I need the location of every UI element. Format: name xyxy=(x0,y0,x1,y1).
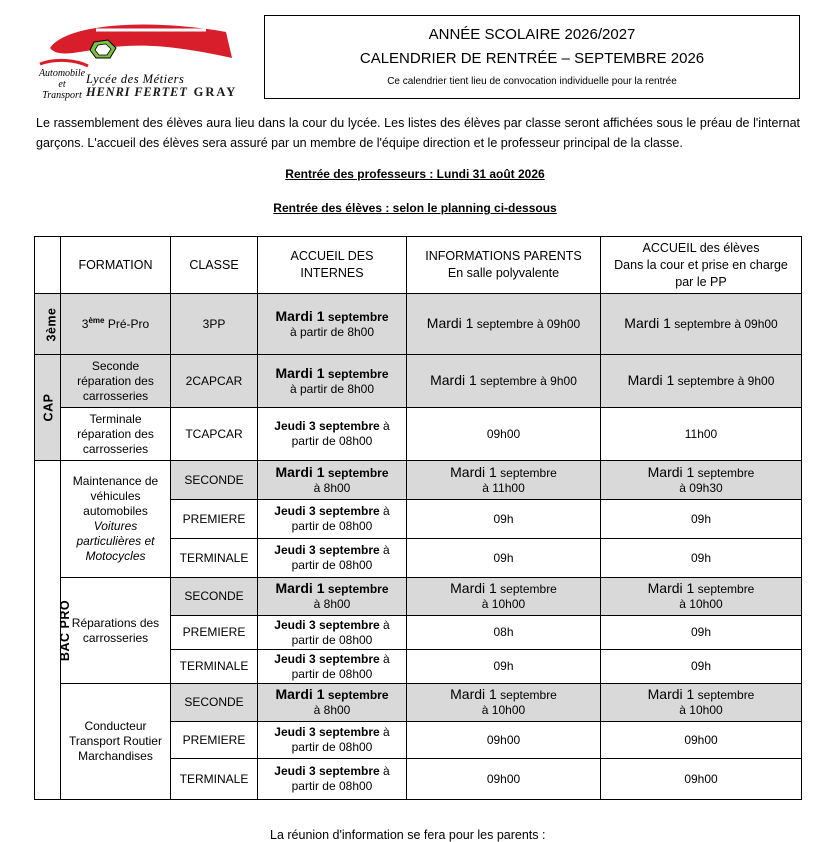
parents-cell xyxy=(407,578,601,616)
time-text: partir de 08h00 xyxy=(291,740,373,754)
time-text: à 10h00 xyxy=(679,703,723,717)
date-emphasis: Mardi 1 xyxy=(430,372,477,388)
date-text: à xyxy=(379,764,390,778)
parents-cell xyxy=(407,461,601,500)
date-text: à xyxy=(379,725,390,739)
time-text: partir de 08h00 xyxy=(291,434,373,448)
intro-paragraph: Le rassemblement des élèves aura lieu dans la cour du lycée. Les listes des élèves par classe seront affichées sous le préau de l'internat garçons. L'accueil des élèves sera assuré par un membre de l'équipe direction et le professeur principal de la classe. xyxy=(36,116,800,150)
date-text: Jeudi 3 septembre xyxy=(274,419,380,433)
classe-cell: TERMINALE xyxy=(171,539,258,578)
eleves-cell xyxy=(601,461,802,500)
parents-cell: 09h00 xyxy=(407,722,601,759)
date-text: septembre à 9h00 xyxy=(476,374,577,388)
time-text: partir de 08h00 xyxy=(291,779,373,793)
date-emphasis: Mardi 1 xyxy=(275,307,325,324)
time-text: à 8h00 xyxy=(313,480,351,495)
classe-cell: PREMIERE xyxy=(171,500,258,539)
parents-cell: 08h xyxy=(407,616,601,650)
date-text: à xyxy=(379,617,390,632)
formation-subtext: Voitures particulières et Motocycles xyxy=(76,519,155,563)
date-emphasis: Mardi 1 xyxy=(647,580,695,596)
classe-cell: TERMINALE xyxy=(171,650,258,684)
classe-cell: 2CAPCAR xyxy=(171,355,258,408)
internes-cell xyxy=(258,355,407,408)
formation-cell: Réparations des carrosseries xyxy=(61,578,171,684)
table-row xyxy=(35,578,802,616)
time-text: à partir de 8h00 xyxy=(289,381,375,396)
eleves-cell xyxy=(601,294,802,355)
date-emphasis: Mardi 1 xyxy=(275,580,325,596)
date-text: à xyxy=(379,651,390,666)
date-text: septembre xyxy=(496,582,557,596)
formation-text: 3 xyxy=(81,316,89,331)
date-text: septembre à 09h00 xyxy=(473,317,581,331)
formation-text: Pré-Pro xyxy=(104,316,150,331)
time-text: à 09h30 xyxy=(679,480,723,495)
table-row xyxy=(35,294,802,355)
date-emphasis: Mardi 1 xyxy=(450,580,497,596)
date-text: septembre xyxy=(324,582,389,596)
eleves-cell xyxy=(601,355,802,408)
parents-cell: 09h xyxy=(407,500,601,539)
time-text: à 8h00 xyxy=(313,597,351,611)
internes-cell xyxy=(258,539,407,578)
formation-cell xyxy=(61,461,171,578)
time-text: à 10h00 xyxy=(679,597,723,611)
internes-cell xyxy=(258,461,407,500)
date-text: septembre xyxy=(324,465,389,480)
date-text: septembre à 9h00 xyxy=(674,374,775,388)
group-3eme-text: 3ème xyxy=(44,307,59,341)
date-text: à xyxy=(379,419,390,433)
date-text: septembre xyxy=(324,366,389,381)
formation-cell: Terminale réparation des carrosseries xyxy=(61,408,171,461)
time-text: partir de 08h00 xyxy=(291,632,373,647)
formation-cell xyxy=(61,294,171,355)
date-emphasis: Mardi 1 xyxy=(275,686,325,702)
date-text: septembre xyxy=(694,465,755,480)
classe-cell: TCAPCAR xyxy=(171,408,258,461)
date-text: septembre à 09h00 xyxy=(670,317,778,331)
classe-cell: PREMIERE xyxy=(171,722,258,759)
date-emphasis: Mardi 1 xyxy=(647,686,695,702)
header-eleves-subtitle: Dans la cour et prise en charge par le PP xyxy=(614,257,788,289)
parents-meeting-note: La réunion d'information se fera pour les parents : xyxy=(270,828,546,842)
time-text: partir de 08h00 xyxy=(291,666,373,681)
date-emphasis: Mardi 1 xyxy=(450,463,497,480)
internes-cell xyxy=(258,408,407,461)
eleves-cell: 09h00 xyxy=(601,759,802,800)
rentree-eleves-text: Rentrée des élèves : selon le planning ci-dessous xyxy=(273,201,557,215)
table-row xyxy=(35,355,802,408)
logo-line-2: HENRI FERTET xyxy=(86,85,188,99)
date-text: Jeudi 3 septembre xyxy=(274,504,380,518)
parents-cell: 09h xyxy=(407,539,601,578)
date-text: Jeudi 3 septembre xyxy=(274,651,380,666)
date-text: septembre xyxy=(496,688,557,702)
internes-cell xyxy=(258,500,407,539)
eleves-cell xyxy=(601,578,802,616)
time-text: à 10h00 xyxy=(481,597,526,611)
internes-cell xyxy=(258,616,407,650)
internes-cell xyxy=(258,294,407,355)
table-header-row xyxy=(35,237,802,294)
header-internes: ACCUEIL DES INTERNES xyxy=(258,237,407,294)
classe-cell: PREMIERE xyxy=(171,616,258,650)
internes-cell xyxy=(258,684,407,722)
header-formation: FORMATION xyxy=(61,237,171,294)
eleves-cell: 09h xyxy=(601,500,802,539)
schedule-table xyxy=(34,236,802,800)
parents-cell: 09h00 xyxy=(407,408,601,461)
classe-cell: SECONDE xyxy=(171,461,258,500)
logo-subtitle-line: et Transport xyxy=(42,79,82,101)
eleves-cell: 09h xyxy=(601,616,802,650)
eleves-cell: 09h xyxy=(601,650,802,684)
date-text: Jeudi 3 septembre xyxy=(274,725,380,739)
logo-subtitle-line: Automobile xyxy=(38,68,86,79)
group-label-3eme xyxy=(35,294,61,355)
header-classe: CLASSE xyxy=(171,237,258,294)
date-emphasis: Mardi 1 xyxy=(275,364,325,381)
classe-cell: SECONDE xyxy=(171,578,258,616)
header-parents-subtitle: En salle polyvalente xyxy=(447,266,560,280)
header-eleves xyxy=(601,237,802,294)
group-label-cap xyxy=(35,355,61,461)
time-text: à 8h00 xyxy=(313,703,351,717)
classe-cell: SECONDE xyxy=(171,684,258,722)
group-bacpro-text: BAC PRO xyxy=(58,599,73,661)
logo-subtitle xyxy=(38,68,86,101)
title-note: Ce calendrier tient lieu de convocation individuelle pour la rentrée xyxy=(387,76,677,87)
eleves-cell xyxy=(601,684,802,722)
parents-cell xyxy=(407,294,601,355)
date-emphasis: Mardi 1 xyxy=(450,686,497,702)
date-text: Jeudi 3 septembre xyxy=(274,764,380,778)
header-parents xyxy=(407,237,601,294)
date-text: à xyxy=(379,504,390,518)
date-emphasis: Mardi 1 xyxy=(426,315,474,331)
header-parents-title: INFORMATIONS PARENTS xyxy=(425,249,582,263)
parents-cell: 09h00 xyxy=(407,759,601,800)
parents-cell xyxy=(407,355,601,408)
title-calendar: CALENDRIER DE RENTRÉE – SEPTEMBRE 2026 xyxy=(359,50,705,67)
formation-sup: ème xyxy=(88,315,105,325)
date-text: septembre xyxy=(324,309,389,324)
title-year: ANNÉE SCOLAIRE 2026/2027 xyxy=(428,26,636,43)
classe-cell: TERMINALE xyxy=(171,759,258,800)
date-text: septembre xyxy=(694,688,755,702)
eleves-cell: 09h00 xyxy=(601,722,802,759)
parents-cell xyxy=(407,684,601,722)
internes-cell xyxy=(258,578,407,616)
date-emphasis: Mardi 1 xyxy=(275,463,325,480)
classe-cell: 3PP xyxy=(171,294,258,355)
header-eleves-title: ACCUEIL des élèves xyxy=(642,240,760,255)
time-text: à 11h00 xyxy=(482,480,525,495)
rentree-professeurs-text: Rentrée des professeurs : Lundi 31 août 2026 xyxy=(285,167,545,181)
parents-cell: 09h xyxy=(407,650,601,684)
rentree-eleves xyxy=(0,201,830,215)
time-text: partir de 08h00 xyxy=(291,519,373,533)
date-text: Jeudi 3 septembre xyxy=(274,617,380,632)
time-text: à 10h00 xyxy=(481,703,526,717)
header-group xyxy=(35,237,61,294)
logo-city: GRAY xyxy=(193,85,238,99)
table-row xyxy=(35,461,802,500)
eleves-cell: 09h xyxy=(601,539,802,578)
date-emphasis: Mardi 1 xyxy=(647,463,695,480)
internes-cell xyxy=(258,722,407,759)
title-box xyxy=(264,15,800,99)
school-logo xyxy=(36,18,236,100)
time-text: à partir de 8h00 xyxy=(289,324,375,339)
table-row xyxy=(35,408,802,461)
date-text: septembre xyxy=(694,582,755,596)
group-label-bacpro xyxy=(35,461,73,800)
formation-cell: Seconde réparation des carrosseries xyxy=(61,355,171,408)
date-text: Jeudi 3 septembre xyxy=(274,543,380,557)
logo-line-1: Lycée des Métiers xyxy=(86,72,185,86)
group-cap-text: CAP xyxy=(41,393,56,422)
date-text: à xyxy=(379,543,390,557)
logo-wordmark xyxy=(86,73,237,99)
formation-cell: Conducteur Transport Routier Marchandises xyxy=(61,684,171,800)
internes-cell xyxy=(258,650,407,684)
date-text: septembre xyxy=(324,688,389,702)
rentree-professeurs xyxy=(0,167,830,181)
formation-text: Maintenance de véhicules automobiles xyxy=(72,474,159,518)
internes-cell xyxy=(258,759,407,800)
date-text: septembre xyxy=(496,465,557,480)
table-row xyxy=(35,684,802,722)
time-text: partir de 08h00 xyxy=(291,558,373,572)
date-emphasis: Mardi 1 xyxy=(627,372,675,388)
eleves-cell: 11h00 xyxy=(601,408,802,461)
date-emphasis: Mardi 1 xyxy=(624,315,671,331)
